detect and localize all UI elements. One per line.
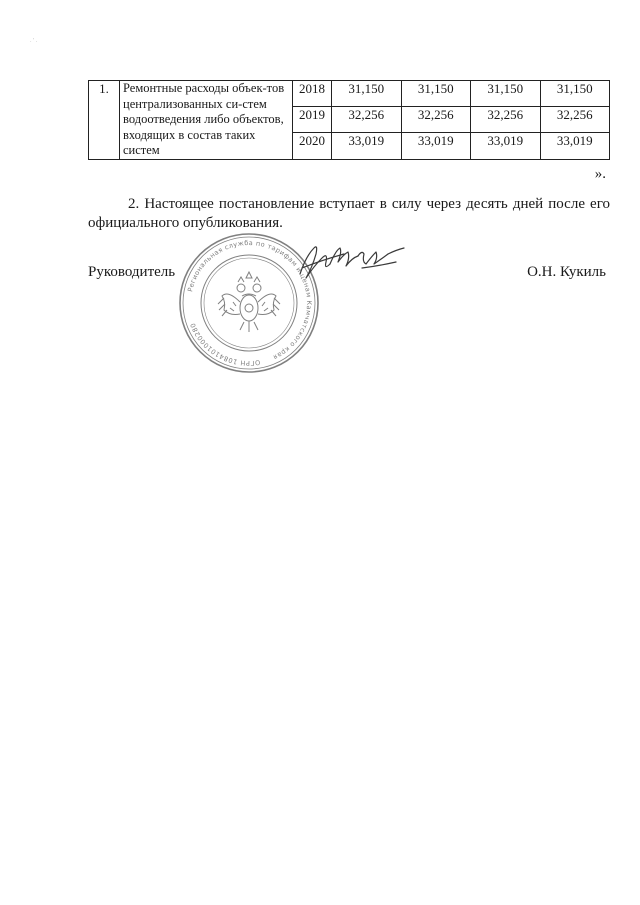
- value-cell: 31,150: [401, 81, 471, 107]
- value-cell: 32,256: [471, 107, 541, 133]
- year-cell: 2018: [293, 81, 332, 107]
- table-row: [89, 81, 610, 107]
- signatory-name: О.Н. Кукиль: [527, 264, 606, 280]
- value-cell: 33,019: [540, 133, 610, 159]
- value-cell: 33,019: [332, 133, 402, 159]
- eagle-emblem-icon: [218, 272, 280, 332]
- value-cell: 32,256: [540, 107, 610, 133]
- value-cell: 31,150: [540, 81, 610, 107]
- corner-marks: . ' .: [30, 38, 38, 44]
- seal-ring-text: Региональная служба по тарифам и ценам Камчатского края: [186, 238, 314, 362]
- closing-quote: ».: [594, 166, 606, 182]
- year-cell: 2020: [293, 133, 332, 159]
- value-cell: 33,019: [471, 133, 541, 159]
- value-cell: 32,256: [332, 107, 402, 133]
- value-cell: 32,256: [401, 107, 471, 133]
- signatory-title: Руководитель: [88, 264, 176, 280]
- row-number: 1.: [89, 81, 120, 160]
- handwritten-signature: [292, 238, 412, 284]
- effective-date-paragraph: 2. Настоящее постановление вступает в силу через десять дней после его официального опубликования.: [88, 196, 610, 231]
- value-cell: 31,150: [332, 81, 402, 107]
- value-cell: 31,150: [471, 81, 541, 107]
- seal-ring-text-right: ОГРН 1084101000280: [188, 321, 261, 368]
- row-description: Ремонтные расходы объек-тов централизованных си-стем водоотведения либо объектов, входящих в состав таких систем: [120, 81, 293, 160]
- value-cell: 33,019: [401, 133, 471, 159]
- tariff-table: [88, 80, 610, 160]
- year-cell: 2019: [293, 107, 332, 133]
